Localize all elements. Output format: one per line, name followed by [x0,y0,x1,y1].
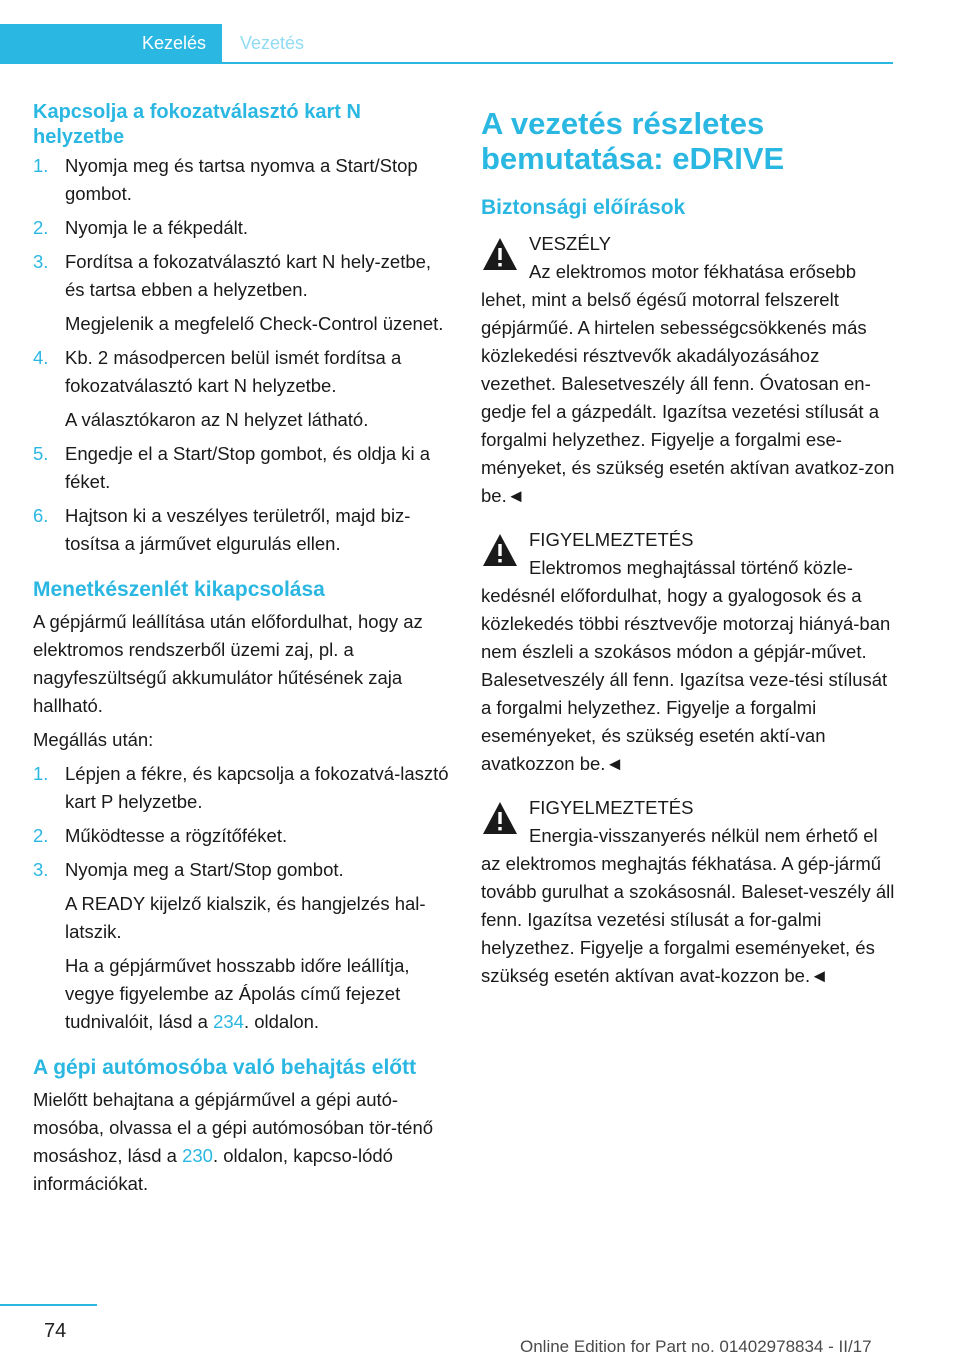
page-title: A vezetés részletes bemutatása: eDRIVE [481,106,785,176]
warning-block [481,230,897,510]
paragraph-noise: A gépjármű leállítása után előfordulhat, hogy az elektromos rendszerből üzemi zaj, pl. a nagyfeszültségű akkumulátor hűtésének zaja hallható. [33,611,423,716]
step-note: Megjelenik a megfelelő Check-Control üzenet. [65,313,444,334]
warning-triangle-icon [481,532,519,568]
warning-text: Energia-visszanyerés nélkül nem érhető el az elektromos meghajtás fékhatása. A gép-jármű tovább gurulhat a szokásosnál. Baleset-veszély áll fenn. Igazítsa vezetési stílusát a for-galmi helyzethez. Figyelje a forgalmi eseményeket, és szükség esetén aktívan avat-kozzon be.◄ [481,825,895,986]
page-link-230[interactable]: 230 [182,1145,213,1166]
warning-text: Elektromos meghajtással történő közle-kedésnél előfordulhat, hogy a gyalogosok és a közlekedés többi résztvevője motorzaj hiányá-ban nem észleli a szokásos módon a gépjár-művet. Balesetveszély áll fenn. Igazítsa veze-tési stílusát a forgalmi helyzethez. Figyelje a forgalmi eseményeket, és szükség esetén aktí-van avatkozzon be.◄ [481,557,891,774]
step-number: 3. [33,859,49,880]
step-number: 2. [33,825,49,846]
warning-label: FIGYELMEZTETÉS [529,529,694,550]
step-note: A READY kijelző kialszik, és hangjelzés hal-latszik. [65,893,426,942]
step-text: Kb. 2 másodpercen belül ismét fordítsa a fokozatválasztó kart N helyzetbe. [65,347,402,396]
step-number: 5. [33,443,49,464]
step-text: Nyomja meg a Start/Stop gombot. [65,859,344,880]
step-text: Hajtson ki a veszélyes területről, majd biz-tosítsa a járművet elgurulás ellen. [65,505,411,554]
steps-list-2 [33,760,451,1036]
list-item [33,248,451,338]
warning-triangle-icon [481,236,519,272]
heading-carwash: A gépi autómosóba való behajtás előtt [33,1056,417,1079]
step-number: 2. [33,217,49,238]
paragraph-after-stop: Megállás után: [33,729,154,750]
warning-triangle-icon [481,800,519,836]
heading-n-position: Kapcsolja a fokozatválasztó kart N helyzetbe [33,101,361,148]
step-number: 4. [33,347,49,368]
heading-safety: Biztonsági előírások [481,196,686,219]
step-number: 3. [33,251,49,272]
carwash-text: Mielőtt behajtana a gépjárművel a gépi autó-mosóba, olvassa el a gépi autómosóban tör-ténő mosáshoz, lásd a [33,1089,434,1166]
tab-vezetes[interactable]: Vezetés [240,33,305,53]
warning-block [481,526,897,778]
list-item [33,502,451,558]
step-text: Fordítsa a fokozatválasztó kart N hely-zetbe, és tartsa ebben a helyzetben. [65,251,432,300]
step-note: A választókaron az N helyzet látható. [65,409,369,430]
steps-list-1 [33,152,451,558]
list-item [33,214,451,242]
footer-divider [0,1304,97,1306]
step-number: 6. [33,505,49,526]
list-item [33,152,451,208]
page-number: 74 [44,1320,67,1342]
step-text: Nyomja le a fékpedált. [65,217,249,238]
heading-shutdown: Menetkészenlét kikapcsolása [33,578,325,601]
care-note-suffix: . oldalon. [243,1011,320,1032]
warning-text: Az elektromos motor fékhatása erősebb lehet, mint a belső égésű motorral felszerelt gépjárműé. A hirtelen sebességcsökkenés más közlekedési résztvevők akadályozásához vezethet. Balesetveszély áll fenn. Óvatosan en-gedje fel a gázpedált. Igazítsa vezetési stílusát a forgalmi helyzethez. Figyelje a forgalmi ese-ményeket, és szükség esetén aktívan avatkoz-zon be.◄ [481,261,895,506]
list-item [33,822,451,850]
care-note-text: Ha a gépjárművet hosszabb időre leállítja, vegye figyelembe az Ápolás című fejezet tudnivalóit, lásd a [65,955,410,1032]
page-link-234[interactable]: 234 [213,1011,244,1032]
step-note-care [65,952,451,1036]
left-column [33,100,451,1204]
header-tabbar [0,24,893,64]
step-text: Működtesse a rögzítőféket. [65,825,288,846]
list-item [33,440,451,496]
step-text: Nyomja meg és tartsa nyomva a Start/Stop gombot. [65,155,418,204]
list-item [33,760,451,816]
warning-label: FIGYELMEZTETÉS [529,797,694,818]
carwash-suffix: . oldalon, kapcso-lódó információkat. [33,1145,393,1194]
paragraph-carwash [33,1086,451,1198]
list-item [33,344,451,434]
warning-block [481,794,897,990]
step-text: Engedje el a Start/Stop gombot, és oldja ki a féket. [65,443,431,492]
step-number: 1. [33,155,49,176]
edition-note: Online Edition for Part no. 01402978834 - II/17 [520,1337,872,1356]
tab-kezeles[interactable]: Kezelés [0,24,222,62]
step-text: Lépjen a fékre, és kapcsolja a fokozatvá-lasztó kart P helyzetbe. [65,763,449,812]
step-number: 1. [33,763,49,784]
list-item [33,856,451,1036]
warning-label: VESZÉLY [529,233,611,254]
right-column [481,100,897,1006]
